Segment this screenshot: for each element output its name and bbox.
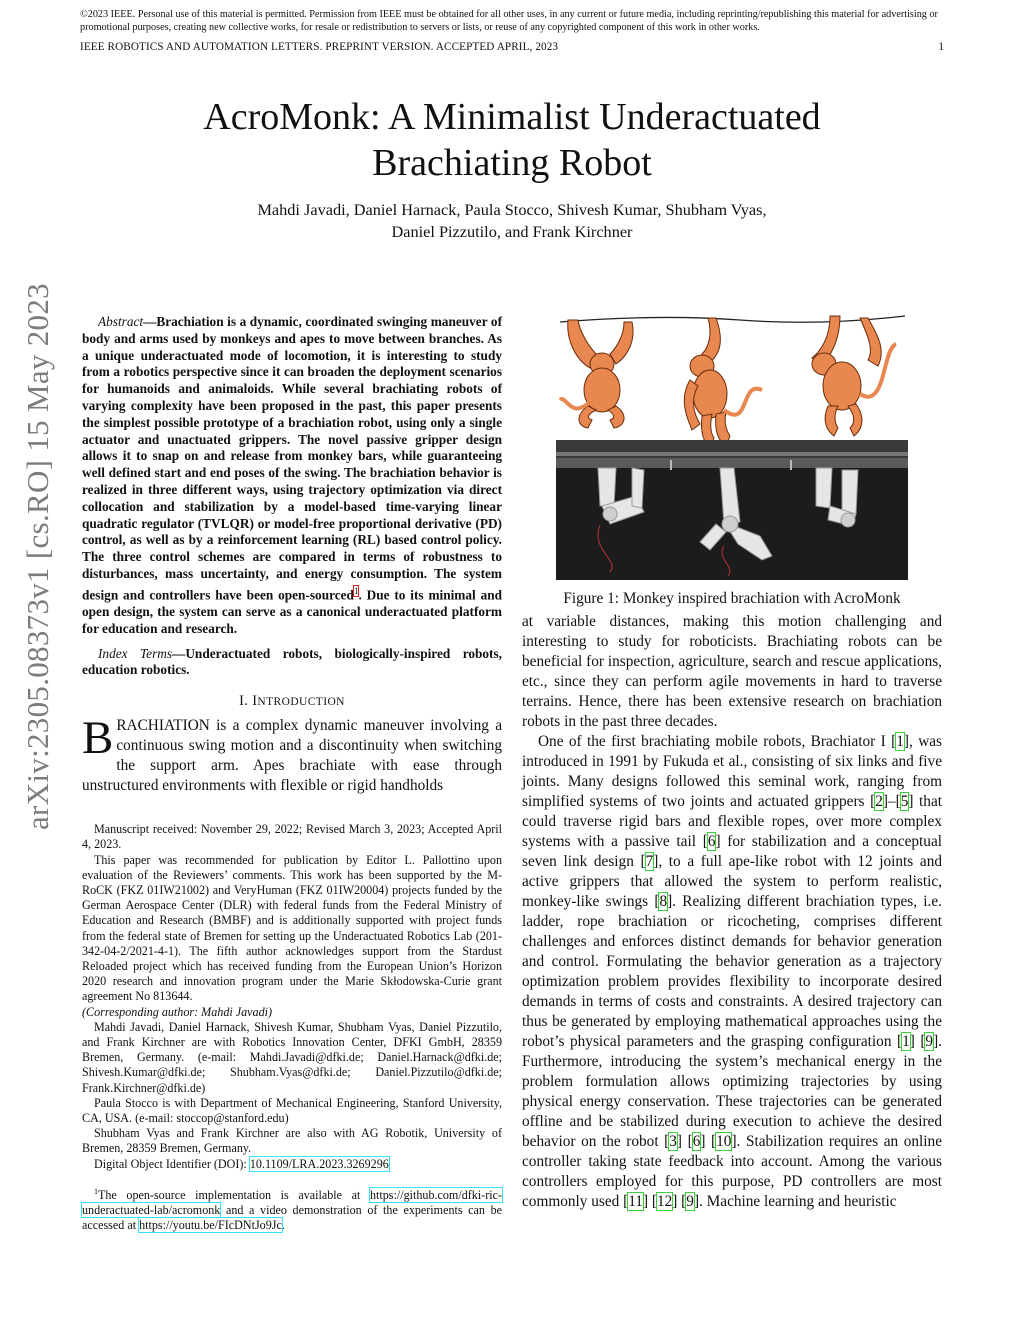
fn-affil-3: Shubham Vyas and Frank Kirchner are also with AG Robotik, University of Bremen, 28359 Bremen, Germany. [82, 1126, 502, 1156]
title-line-2: Brachiating Robot [372, 142, 652, 184]
citation-8[interactable]: 8 [659, 893, 668, 910]
fn-affil-2: Paula Stocco is with Department of Mechanical Engineering, Stanford University, CA, USA. (e-mail: stoccop@stanford.edu) [82, 1095, 502, 1126]
arxiv-stamp: arXiv:2305.08373v1 [cs.RO] 15 May 2023 [20, 283, 55, 830]
citation-10[interactable]: 10 [716, 1133, 732, 1150]
doi-link[interactable]: 10.1109/LRA.2023.3269296 [249, 1156, 389, 1171]
citation-5[interactable]: 5 [900, 793, 909, 810]
footnote-ref-1[interactable]: 1 [353, 585, 359, 596]
index-terms-label: Index Terms [98, 645, 173, 661]
fn-1: $^1$The open-source implementation is available at https://github.com/dfki-ric-underactuated-lab/acromonk and a video demonstration of the experiments can be accessed at https://youtu.be/FIcDNtJo9Jc. [82, 1186, 502, 1233]
right-paragraph-2: One of the first brachiating mobile robots, Brachiator I [1], was introduced in 1991 by Fukuda et al., consisting of six links and five joints. Many designs followed this seminal work, ranging from simplified systems of two joints and actuated grippers [2]–[5] that could traverse rigid bars and flexible ropes, over more complex systems with a passive tail [6] for stabilization and a conceptual seven link design [7], to a full ape-like robot with 12 joints and active grippers that allowed the system to perform realistic, monkey-like swings [8]. Realizing different brachiation types, i.e. ladder, rope brachiation or ricocheting, comprises different challenges and enforces distinct demands for behavior generation and control. Formulating the behavior generation as a trajectory optimization problem provides flexibility to incorporate desired demands in terms of costs and constraints. A desired trajectory can thus be generated by employing mathematical approaches using the robot’s physical parameters and the grasping configuration [1] [9]. Furthermore, introducing the system’s mechanical energy in the problem formulation allows optimizing trajectories by using physical energy conservation. These trajectories can be generated offline and be stabilized during execution to achieve the desired behavior on the robot [3] [6] [10]. Stabilization requires an online controller taking state feedback into account. Among the various controllers employed for this purpose, PD controllers are most commonly used [11] [12] [9]. Machine learning and heuristic [522, 733, 943, 1210]
citation-7[interactable]: 7 [645, 853, 654, 870]
github-link[interactable]: https://github.com/dfki-ric-underactuated-lab/acromonk [82, 1187, 502, 1218]
section-heading-introduction: I. INTRODUCTION [239, 693, 345, 710]
rope [560, 316, 905, 322]
author-list [80, 199, 944, 243]
citation-6[interactable]: 6 [707, 833, 716, 850]
citation-2[interactable]: 2 [875, 793, 883, 810]
figure-1-graphic [540, 310, 922, 582]
abstract-label: Abstract [98, 314, 144, 329]
fn-corresponding: (Corresponding author: Mahdi Javadi) [82, 1004, 273, 1019]
monkey-illustration-3 [812, 316, 896, 436]
running-head: IEEE ROBOTICS AND AUTOMATION LETTERS. PREPRINT VERSION. ACCEPTED APRIL, 2023 [80, 41, 559, 53]
right-column [522, 612, 942, 1212]
citation-3[interactable]: 3 [669, 1133, 677, 1150]
citation-9[interactable]: 9 [925, 1033, 934, 1050]
citation-1b[interactable]: 1 [902, 1033, 910, 1050]
abstract-text-end: . Due to its minimal and open design, the system can serve as a canonical underactuated platform for education and research. [82, 587, 503, 636]
acromonk-photo [556, 440, 908, 580]
paper-title [80, 94, 944, 186]
authors-line-2: Daniel Pizzutilo, and Frank Kirchner [391, 222, 633, 241]
figure-1 [540, 310, 922, 582]
page-number: 1 [938, 41, 944, 53]
figure-1-caption: Figure 1: Monkey inspired brachiation with AcroMonk [563, 590, 901, 607]
intro-paragraph: BRACHIATION is a complex dynamic maneuver involving a continuous swing motion and a discontinuity when switching the support arm. Apes brachiate with ease through unstructured environments with flexible or rigid handholds [82, 712, 502, 795]
fn-affil-1: Mahdi Javadi, Daniel Harnack, Shivesh Kumar, Shubham Vyas, Daniel Pizzutilo, and Frank Kirchner are with Robotics Innovation Center, DFKI GmbH, 28359 Bremen, Germany. (e-mail: Mahdi.Javadi@dfki.de; Daniel.Harnack@dfki.de; Shivesh.Kumar@dfki.de; Shubham.Vyas@dfki.de; Daniel.Pizzutilo@dfki.de; Frank.Kirchner@dfki.de) [82, 1019, 502, 1095]
abstract [82, 314, 502, 638]
index-terms-text: —Underactuated robots, biologically-inspired robots, education robotics. [82, 645, 502, 678]
citation-11[interactable]: 11 [628, 1193, 643, 1210]
fn-received: Manuscript received: November 29, 2022; Revised March 3, 2023; Accepted April 4, 2023. [82, 822, 502, 852]
citation-12[interactable]: 12 [656, 1193, 673, 1210]
abstract-text: —Brachiation is a dynamic, coordinated swinging maneuver of body and arms used by monkeys and apes to move between branches. As a unique underactuated mode of locomotion, it is interesting to study from a robotics perspective since it can broaden the deployment scenarios for humanoids and animaloids. While several brachiating robots of varying complexity have been proposed in the past, this paper presents the simplest possible prototype of a brachiation robot, using only a single actuator and unactuated grippers. The novel passive gripper design allows it to snap on and release from monkey bars, while guaranteeing well defined start and end poses of the swing. The brachiation behavior is realized in three different ways, using trajectory optimization via direct collocation and stabilization by a model-based time-varying linear quadratic regulator (TVLQR) or model-free proportional derivative (PD) control, as well as by a reinforcement learning (RL) based control policy. The three control schemes are compared in terms of robustness to disturbances, mass uncertainty, and energy consumption. The system design and controllers have been open-sourced [82, 314, 502, 603]
citation-1[interactable]: 1 [896, 733, 904, 750]
monkey-illustration-2 [684, 318, 762, 448]
youtube-link[interactable]: https://youtu.be/FIcDNtJo9Jc [139, 1218, 282, 1233]
citation-6b[interactable]: 6 [692, 1133, 701, 1150]
fn-doi: Digital Object Identifier (DOI): 10.1109/LRA.2023.3269296 [94, 1156, 389, 1171]
authors-line-1: Mahdi Javadi, Daniel Harnack, Paula Stocco, Shivesh Kumar, Shubham Vyas, [257, 200, 767, 219]
index-terms [82, 646, 502, 680]
title-line-1: AcroMonk: A Minimalist Underactuated [203, 96, 821, 138]
drop-cap: B [82, 712, 114, 765]
right-paragraph-1: at variable distances, making this motion challenging and interesting to study for roboticists. Brachiating robots can be beneficial for inspection, agriculture, search and rescue applications, etc., since they can perform agile movements in hard to traverse terrains. Hence, there has been extensive research on brachiation robots in the past three decades. [522, 613, 942, 730]
fn-editor: This paper was recommended for publication by Editor L. Pallottino upon evaluation of the Reviewers’ comments. This work has been supported by the M-RoCK (FKZ 01IW21002) and VeryHuman (FKZ 01IW20004) projects funded by the German Aerospace Center (DLR) with federal funds from the Federal Ministry of Education and Research (BMBF) and is additionally supported with project funds from the federal state of Bremen for setting up the Underactuated Robotics Lab (201-342-04-2/2021-4-1). The fifth author acknowledges support from the Stardust Reloaded project which has received funding from the European Union’s Horizon 2020 research and innovation program under the Marie Skłodowska-Curie grant agreement No 813644. [82, 852, 502, 1004]
copyright-notice: ©2023 IEEE. Personal use of this material is permitted. Permission from IEEE must be obtained for all other uses, in any current or future media, including reprinting/republishing this material for advertising or promotional purposes, creating new collective works, for resale or redistribution to servers or lists, or reuse of any copyrighted component of this work in other works. [80, 9, 938, 33]
citation-9b[interactable]: 9 [686, 1193, 694, 1210]
left-column [82, 314, 502, 1233]
footnotes [82, 822, 502, 1233]
monkey-illustration-1 [560, 320, 633, 428]
